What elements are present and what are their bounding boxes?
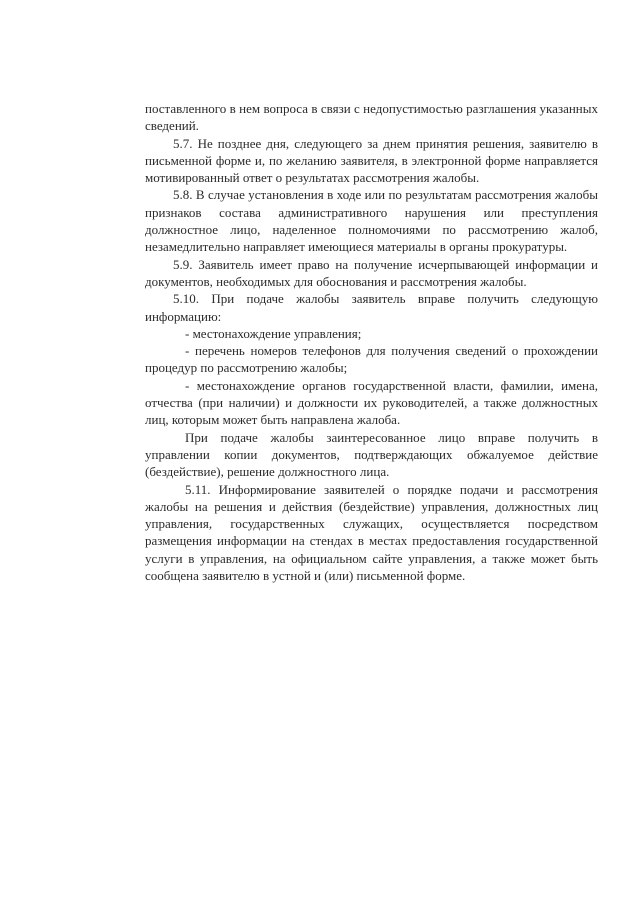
paragraph-document-copies: При подаче жалобы заинтересованное лицо вправе получить в управлении копии документов, подтверждающих обжалуемое действие (бездействие), решение должностного лица.: [145, 429, 598, 480]
list-item-location: - местонахождение управления;: [185, 325, 362, 341]
list-item-authorities: - местонахождение органов государственной власти, фамилии, имена, отчества (при наличии) и должности их руководителей, а также должностных лиц, которым может быть направлена жалоба.: [145, 377, 598, 428]
paragraph-5-7: 5.7. Не позднее дня, следующего за днем принятия решения, заявителю в письменной форме и, по желанию заявителя, в электронной форме направляется мотивированный ответ о результатах рассмотрения жалобы.: [145, 135, 598, 186]
paragraph-5-11: 5.11. Информирование заявителей о порядке подачи и рассмотрения жалобы на решения и действия (бездействие) управления, должностных лиц управления, государственных служащих, осуществляется посредством размещения информации на стендах в местах предоставления государственной услуги в управления, на официальном сайте управления, а также может быть сообщена заявителю в устной и (или) письменной форме.: [145, 481, 598, 584]
document-body: [145, 100, 598, 584]
paragraph-5-9: 5.9. Заявитель имеет право на получение исчерпывающей информации и документов, необходимых для обоснования и рассмотрения жалобы.: [145, 256, 598, 289]
list-item-phone-numbers: - перечень номеров телефонов для получения сведений о прохождении процедур по рассмотрению жалобы;: [145, 343, 598, 376]
paragraph-5-10: 5.10. При подаче жалобы заявитель вправе получить следующую информацию:: [145, 291, 598, 324]
paragraph-continuation: поставленного в нем вопроса в связи с недопустимостью разглашения указанных сведений.: [145, 101, 598, 134]
paragraph-5-8: 5.8. В случае установления в ходе или по результатам рассмотрения жалобы признаков состава административного нарушения или преступления должностное лицо, наделенное полномочиями по рассмотрению жалоб, незамедлительно направляет имеющиеся материалы в органы прокуратуры.: [145, 187, 598, 255]
